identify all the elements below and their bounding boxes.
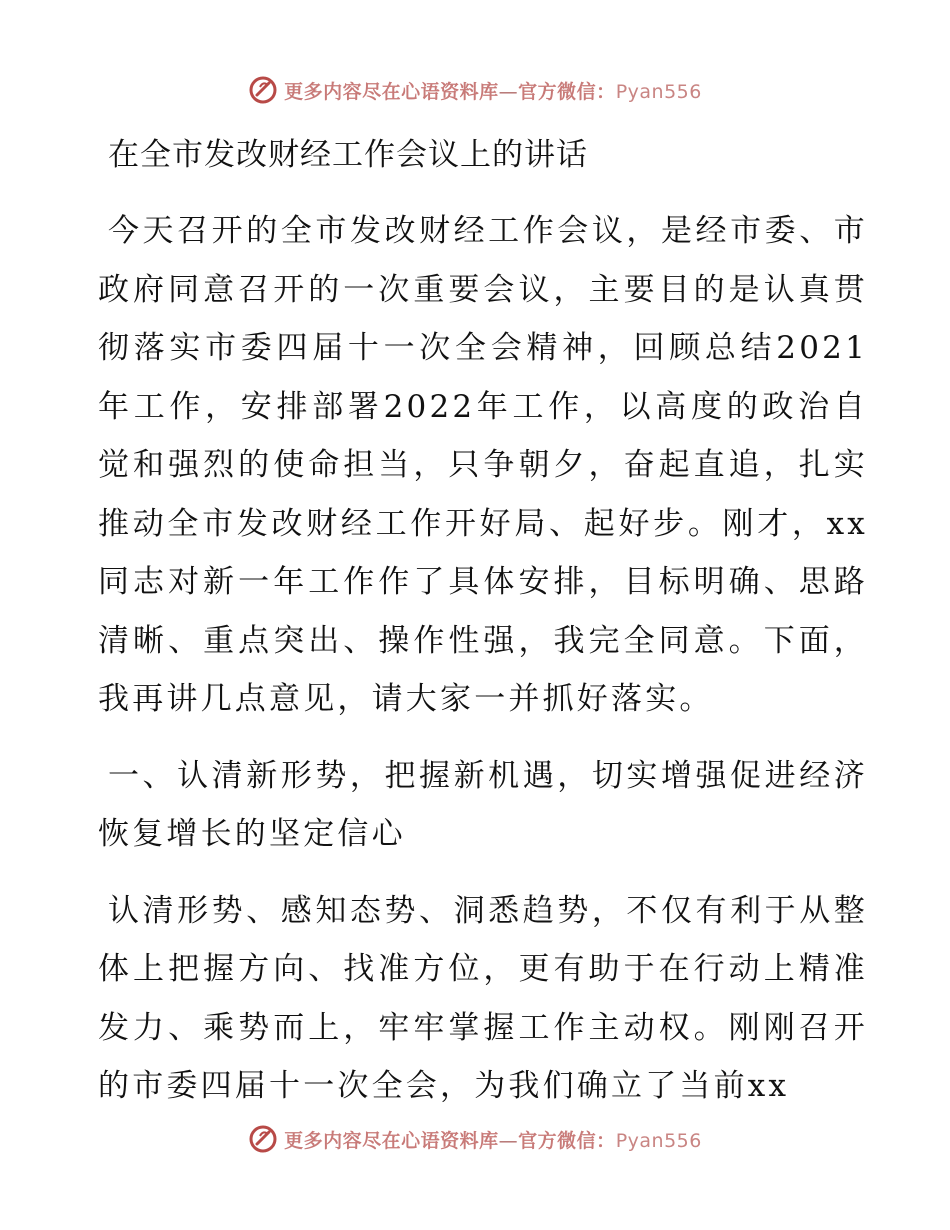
- paragraph-intro: 今天召开的全市发改财经工作会议，是经市委、市政府同意召开的一次重要会议，主要目的是认真贯彻落实市委四届十一次全会精神，回顾总结2021年工作，安排部署2022年工作，以高度的政治自觉和强烈的使命担当，只争朝夕，奋起直追，扎实推动全市发改财经工作开好局、起好步。刚才，xx同志对新一年工作作了具体安排，目标明确、思路清晰、重点突出、操作性强，我完全同意。下面，我再讲几点意见，请大家一并抓好落实。: [98, 213, 868, 717]
- paragraph-section-1: 认清形势、感知态势、洞悉趋势，不仅有利于从整体上把握方向、找准方位，更有助于在行动上精准发力、乘势而上，牢牢掌握工作主动权。刚刚召开的市委四届十一次全会，为我们确立了当前xx: [98, 892, 868, 1104]
- watermark-text: 更多内容尽在心语资料库—官方微信：Pyan556: [284, 1129, 702, 1152]
- document-body: [98, 118, 868, 1116]
- header-watermark: [0, 72, 950, 108]
- footer-watermark: [0, 1121, 950, 1157]
- watermark-text: 更多内容尽在心语资料库—官方微信：Pyan556: [284, 80, 702, 103]
- section-heading-1: 一、认清新形势，把握新机遇，切实增强促进经济恢复增长的坚定信心: [98, 757, 868, 852]
- document-title: 在全市发改财经工作会议上的讲话: [108, 137, 588, 173]
- logo-icon: [248, 1124, 278, 1154]
- logo-icon: [248, 75, 278, 105]
